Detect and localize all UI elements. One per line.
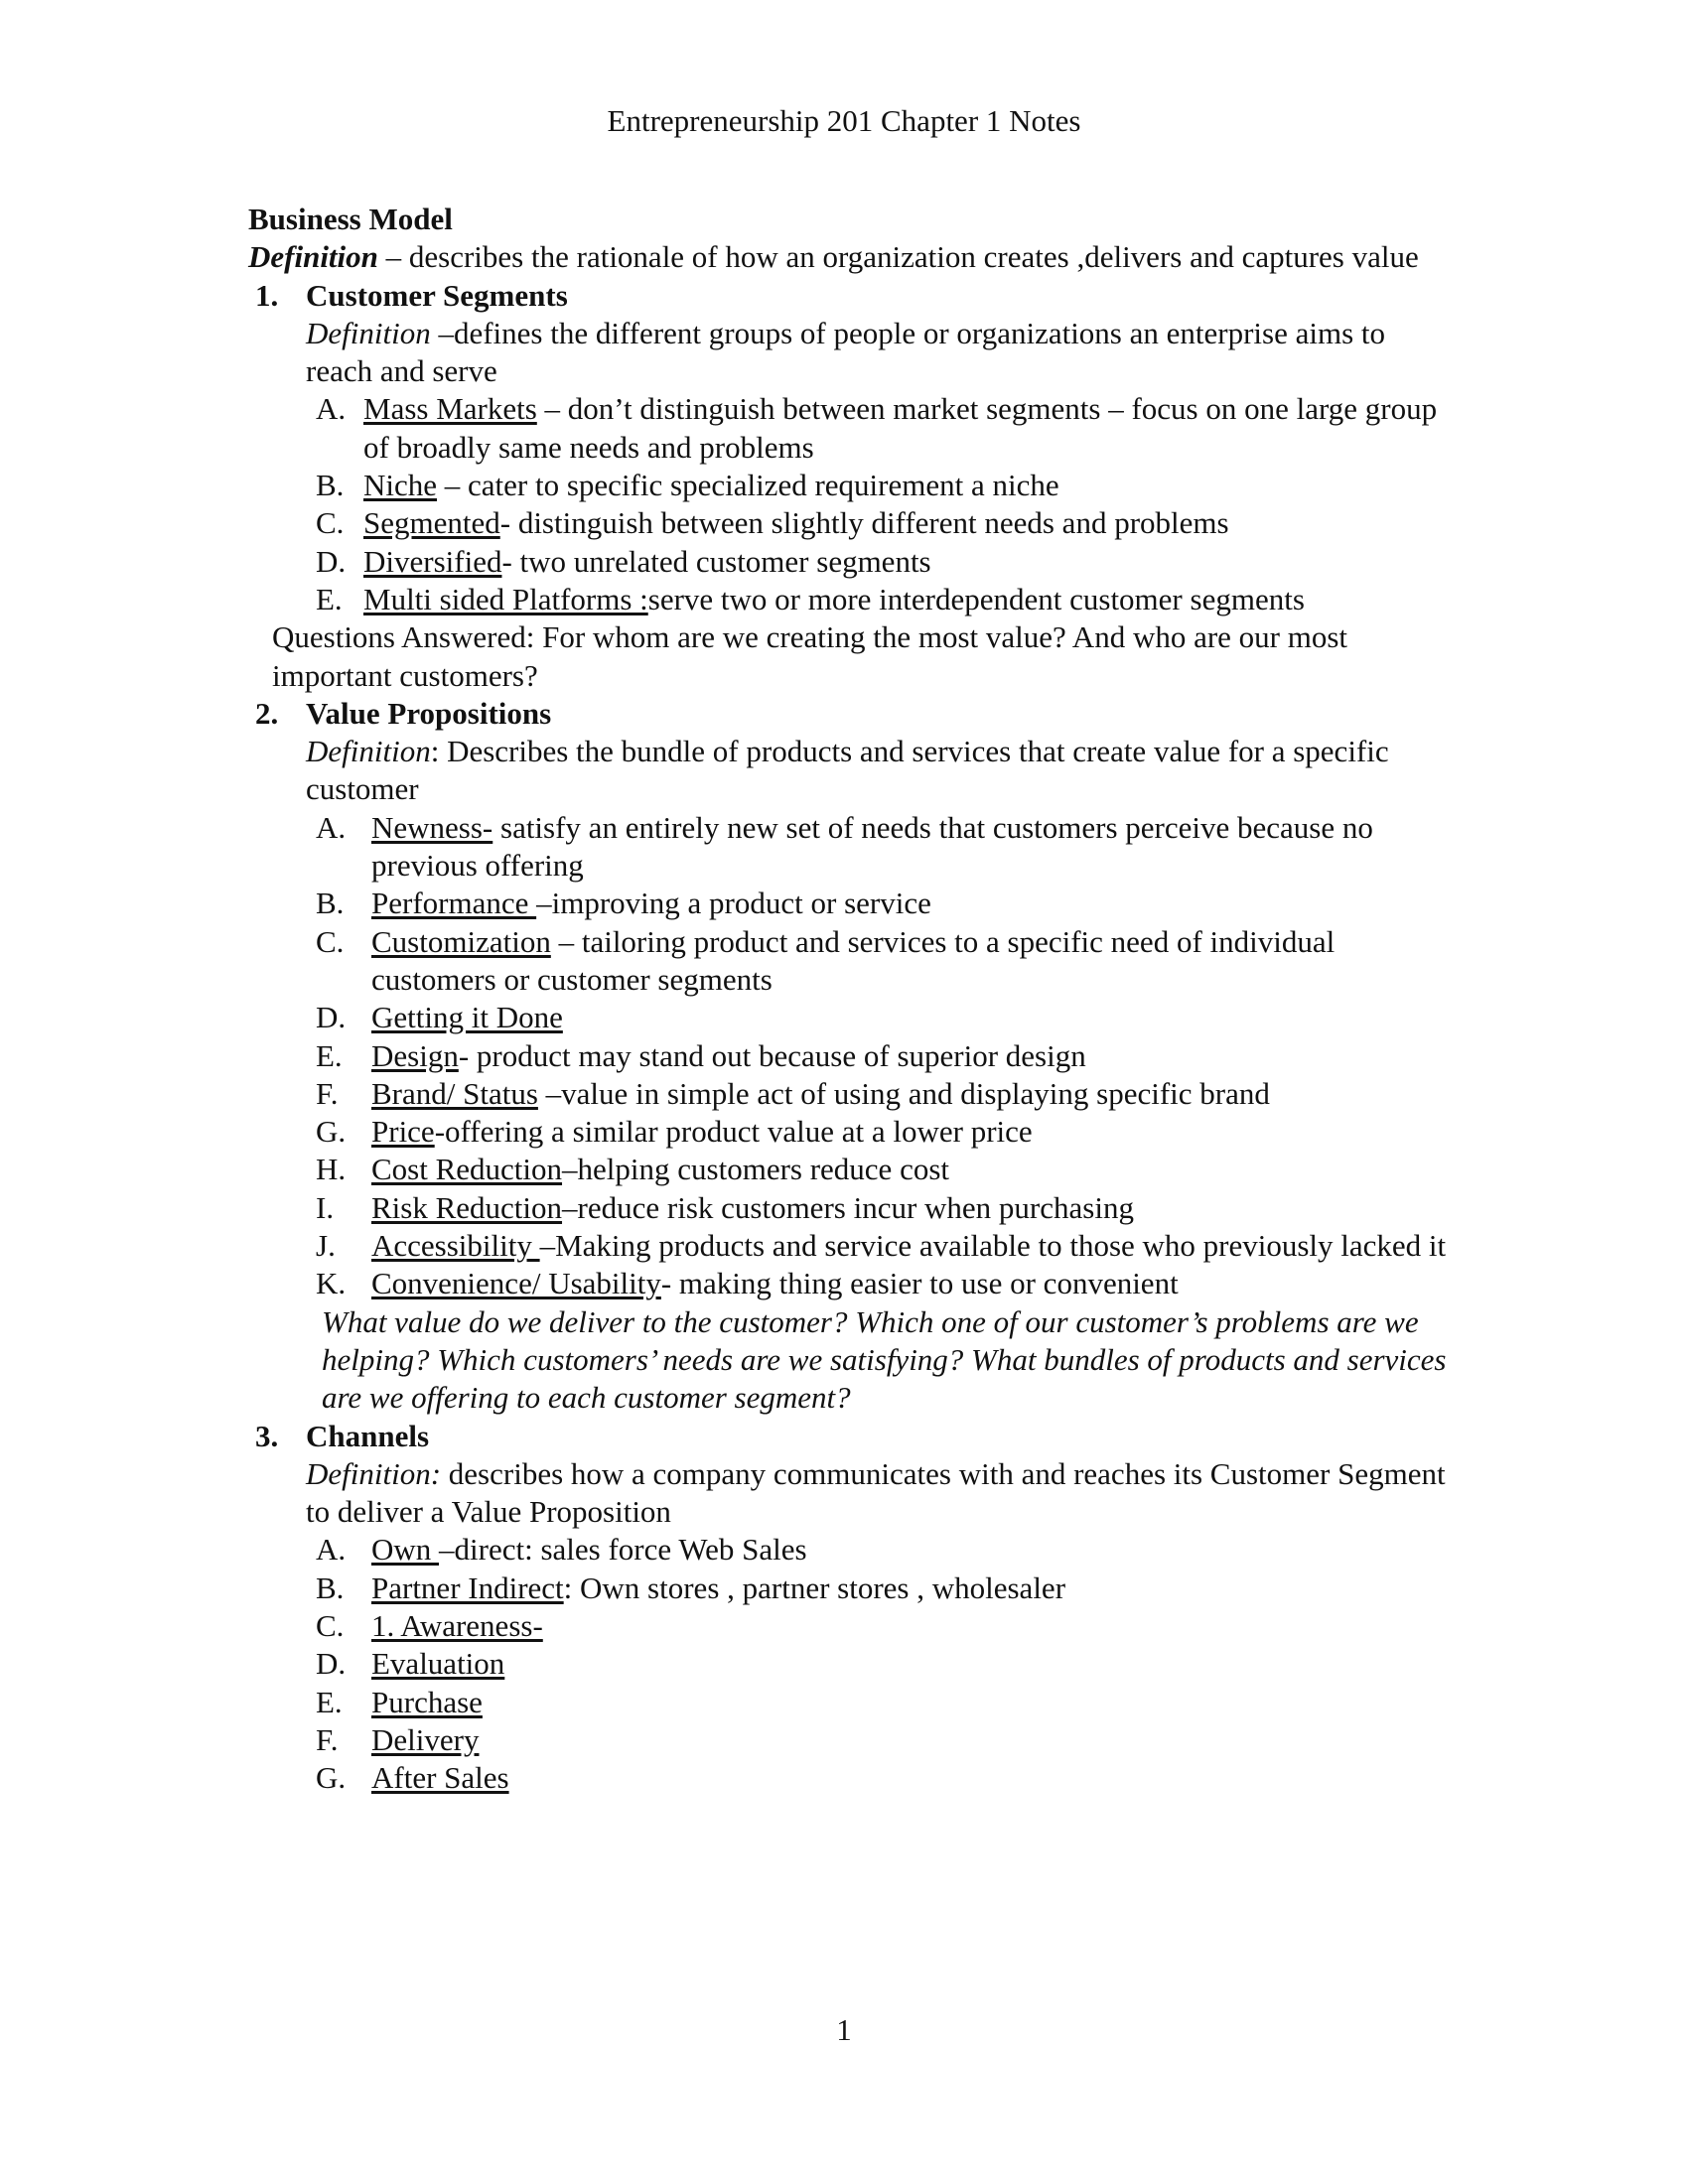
notes-body [248,201,1450,1797]
item-term: Segmented [363,505,500,541]
item-term: Own [371,1532,440,1568]
item-desc: –value in simple act of using and displaying specific brand [537,1075,1270,1111]
definition-label: Definition [306,315,431,350]
item-letter: C. [316,505,345,541]
section-definition [248,315,1450,391]
questions-answered: Questions Answered: For whom are we creating the most value? And who are our most important customers? [272,619,1348,693]
list-item [248,1227,1450,1265]
page-title: Entrepreneurship 201 Chapter 1 Notes [607,103,1081,138]
item-letter: B. [316,468,345,503]
item-term: Niche [363,468,438,503]
item-desc: - two unrelated customer segments [501,543,931,579]
item-letter: H. [316,1152,347,1187]
list-item [248,809,1450,886]
item-desc: –helping customers reduce cost [562,1152,949,1187]
item-letter: G. [316,1114,347,1150]
definition-label: Definition [306,734,431,769]
item-letter: D. [316,543,347,579]
item-term: Cost Reduction [371,1152,563,1187]
item-term: Multi sided Platforms : [363,581,648,616]
section-definition [248,1455,1450,1532]
item-desc: - making thing easier to use or convenient [660,1266,1179,1301]
definition-label: Definition [248,239,378,275]
item-desc: –reduce risk customers incur when purchasing [562,1189,1134,1225]
list-item [248,1759,1450,1797]
item-letter: A. [316,809,347,845]
list-item [248,1189,1450,1227]
item-term: Customization [371,923,551,959]
list-item [248,885,1450,922]
item-letter: E. [316,581,343,616]
item-letter: J. [316,1228,336,1264]
list-item [248,1645,1450,1683]
item-term: Getting it Done [371,1000,563,1035]
item-term: Newness- [371,809,493,845]
item-term: Risk Reduction [371,1189,563,1225]
item-term: Price [371,1114,435,1150]
item-letter: A. [316,1532,347,1568]
list-item [248,1265,1450,1302]
item-letter: C. [316,923,345,959]
page-number: 1 [836,2012,852,2047]
item-letter: E. [316,1037,343,1073]
list-item [248,543,1450,581]
item-term: Purchase [371,1684,483,1719]
list-item [248,1531,1450,1569]
list-item [248,923,1450,1000]
list-item [248,390,1450,467]
section-number: 1. [255,277,279,313]
item-letter: F. [316,1721,339,1757]
item-term: Partner Indirect [371,1570,564,1605]
list-item [248,1075,1450,1113]
business-model-definition [248,238,1450,276]
item-desc: serve two or more interdependent customer segments [647,581,1305,616]
list-item [248,504,1450,542]
item-term: Evaluation [371,1646,505,1682]
item-letter: B. [316,1570,345,1605]
definition-text: describes how a company communicates with and reaches its Customer Segment to deliver a Value Proposition [306,1455,1446,1530]
item-letter: K. [316,1266,347,1301]
item-desc: : Own stores , partner stores , wholesaler [563,1570,1066,1605]
section-heading-value-propositions [248,695,1450,733]
item-letter: E. [316,1684,343,1719]
guiding-questions: What value do we deliver to the customer? Which one of our customer’s problems are we helping? Which customers’ needs are we satisfying? What bundles of products and services are we offering to each customer segment? [322,1303,1447,1416]
item-term: Performance [371,886,537,921]
item-term: Brand/ Status [371,1075,538,1111]
item-term: Convenience/ Usability [371,1266,661,1301]
section-definition [248,733,1450,809]
list-item [248,999,1450,1036]
definition-text: –defines the different groups of people or organizations an enterprise aims to reach and serve [306,315,1386,389]
item-letter: D. [316,1646,347,1682]
item-desc: - product may stand out because of superior design [458,1037,1086,1073]
item-term: Diversified [363,543,502,579]
item-letter: A. [316,391,347,427]
item-letter: B. [316,886,345,921]
business-model-heading: Business Model [248,202,453,236]
section-heading-channels [248,1418,1450,1455]
item-desc: – tailoring product and services to a specific need of individual customers or customer segments [371,923,1336,997]
item-term: Design [371,1037,459,1073]
item-letter: C. [316,1607,345,1643]
definition-text: : Describes the bundle of products and services that create value for a specific customer [306,734,1389,807]
definition-label: Definition: [306,1455,442,1491]
item-term: Accessibility [371,1228,540,1264]
list-item [248,581,1450,618]
item-desc: -offering a similar product value at a lower price [434,1114,1033,1150]
item-term: Delivery [371,1721,480,1757]
item-term: 1. Awareness- [371,1607,543,1643]
item-letter: G. [316,1760,347,1796]
section-title: Customer Segments [306,277,568,313]
item-desc: - distinguish between slightly different needs and problems [499,505,1229,541]
section-heading-customer-segments [248,277,1450,315]
section-title: Channels [306,1418,430,1453]
list-item [248,1037,1450,1075]
item-desc: –Making products and service available to those who previously lacked it [539,1228,1447,1264]
item-desc: – cater to specific specialized requirement a niche [437,468,1059,503]
item-letter: I. [316,1189,335,1225]
definition-text: – describes the rationale of how an organization creates ,delivers and captures value [377,239,1419,275]
section-title: Value Propositions [306,695,552,731]
item-desc: – don’t distinguish between market segments – focus on one large group of broadly same needs and problems [363,391,1438,465]
list-item [248,1570,1450,1607]
list-item [248,467,1450,504]
item-desc: satisfy an entirely new set of needs that customers perceive because no previous offering [371,809,1373,884]
item-term: After Sales [371,1760,509,1796]
item-desc: –improving a product or service [536,886,931,921]
item-term: Mass Markets [363,391,537,427]
section-number: 3. [255,1418,279,1453]
section-number: 2. [255,695,279,731]
list-item [248,1684,1450,1721]
list-item [248,1113,1450,1151]
item-desc: –direct: sales force Web Sales [439,1532,807,1568]
item-letter: F. [316,1075,339,1111]
list-item [248,1151,1450,1188]
list-item [248,1607,1450,1645]
item-letter: D. [316,1000,347,1035]
list-item [248,1721,1450,1759]
